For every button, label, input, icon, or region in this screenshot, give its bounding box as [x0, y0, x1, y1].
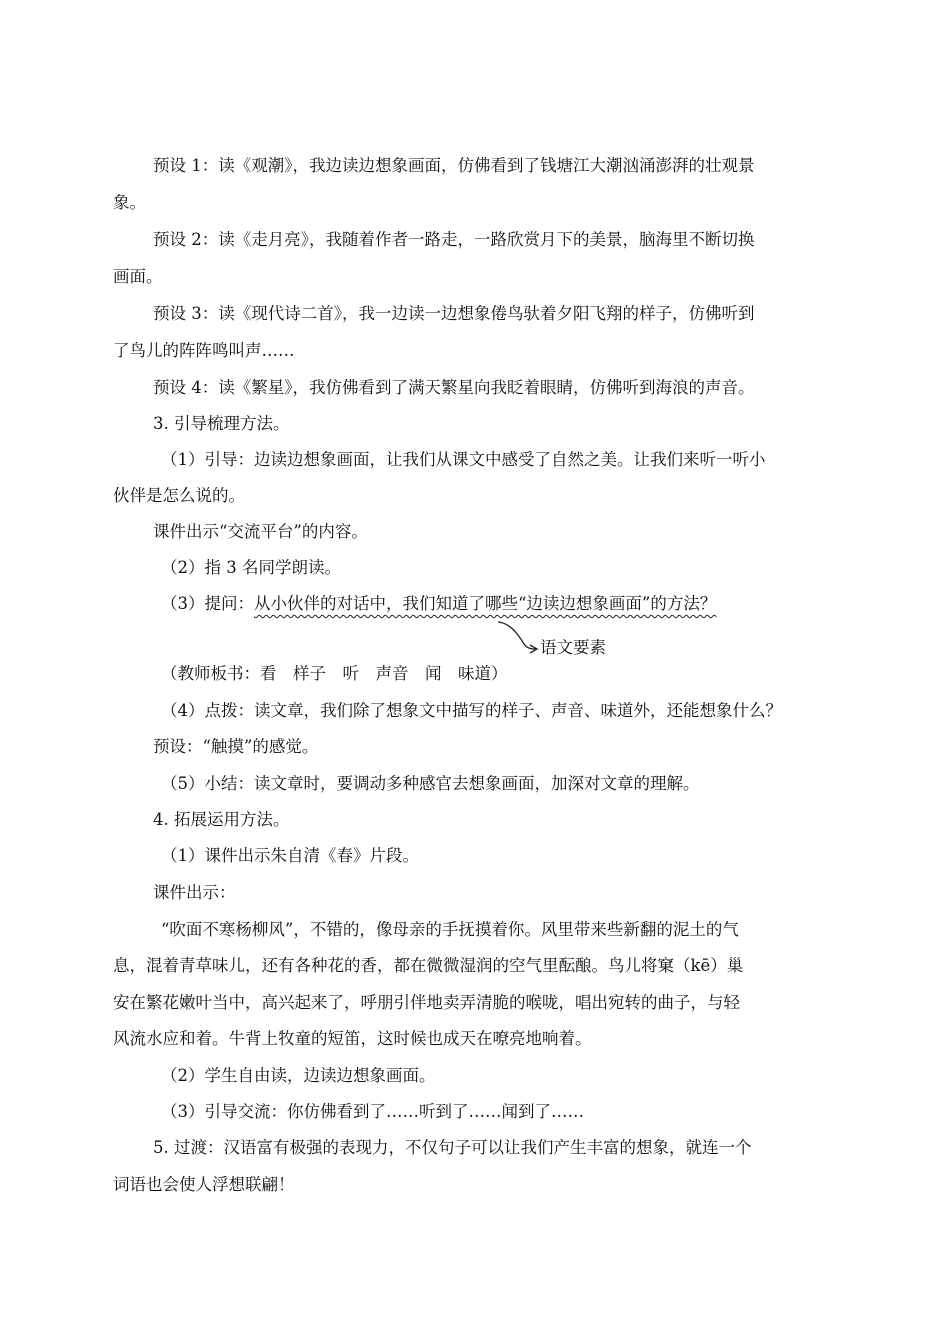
text-line: 课件出示“交流平台”的内容。: [153, 522, 368, 541]
text-line: （2）学生自由读，边读边想象画面。: [161, 1066, 436, 1085]
section-heading: 3. 引导梳理方法。: [153, 414, 290, 433]
text-line: 画面。: [113, 267, 163, 286]
section-heading: 5. 过渡：汉语富有极强的表现力，不仅句子可以让我们产生丰富的想象，就连一个: [153, 1138, 752, 1157]
text-line: 伙伴是怎么说的。: [113, 486, 245, 505]
text-line: 象。: [113, 193, 146, 212]
text-line: 预设 3：读《现代诗二首》，我一边读一边想象倦鸟驮着夕阳飞翔的样子，仿佛听到: [153, 304, 755, 323]
question-label: （3）提问：: [161, 594, 254, 613]
text-line: （5）小结：读文章时，要调动多种感官去想象画面，加深对文章的理解。: [161, 774, 700, 793]
quote-line: “吹面不寒杨柳风”，不错的，像母亲的手抚摸着你。风里带来些新翻的泥土的气: [161, 920, 739, 939]
curved-arrow-icon: [496, 620, 542, 654]
question-emphasis: 从小伙伴的对话中，我们知道了哪些“边读边想象画面”的方法？: [254, 594, 717, 613]
text-line: （4）点拨：读文章，我们除了想象文中描写的样子、声音、味道外，还能想象什么？: [161, 701, 782, 720]
text-line: （1）课件出示朱自清《春》片段。: [161, 846, 419, 865]
text-line: （1）引导：边读边想象画面，让我们从课文中感受了自然之美。让我们来听一听小: [161, 450, 766, 469]
quote-line: 安在繁花嫩叶当中，高兴起来了，呼朋引伴地卖弄清脆的喉咙，唱出宛转的曲子，与轻: [113, 993, 740, 1012]
text-line: 预设：“触摸”的感觉。: [153, 737, 319, 756]
annotation-label: 语文要素: [540, 638, 606, 657]
text-line: 词语也会使人浮想联翩！: [113, 1175, 295, 1194]
text-line: （3）引导交流：你仿佛看到了……听到了……闻到了……: [161, 1102, 584, 1121]
text-line: 课件出示：: [153, 883, 236, 902]
text-line: [161, 593, 716, 615]
section-heading: 4. 拓展运用方法。: [153, 810, 290, 829]
quote-line: 风流水应和着。牛背上牧童的短笛，这时候也成天在嘹亮地响着。: [113, 1029, 592, 1048]
text-line: 预设 4：读《繁星》，我仿佛看到了满天繁星向我眨着眼睛，仿佛听到海浪的声音。: [153, 378, 755, 397]
text-line: 了鸟儿的阵阵鸣叫声……: [113, 341, 295, 360]
text-line: 预设 2：读《走月亮》，我随着作者一路走，一路欣赏月下的美景，脑海里不断切换: [153, 230, 755, 249]
quote-line: 息，混着青草味儿，还有各种花的香，都在微微湿润的空气里酝酿。鸟儿将窠（kē）巢: [113, 956, 744, 975]
board-notes: （教师板书：看 样子 听 声音 闻 味道）: [161, 664, 508, 683]
text-line: （2）指 3 名同学朗读。: [161, 558, 341, 577]
text-line: 预设 1：读《观潮》，我边读边想象画面，仿佛看到了钱塘江大潮汹涌澎湃的壮观景: [153, 156, 755, 175]
